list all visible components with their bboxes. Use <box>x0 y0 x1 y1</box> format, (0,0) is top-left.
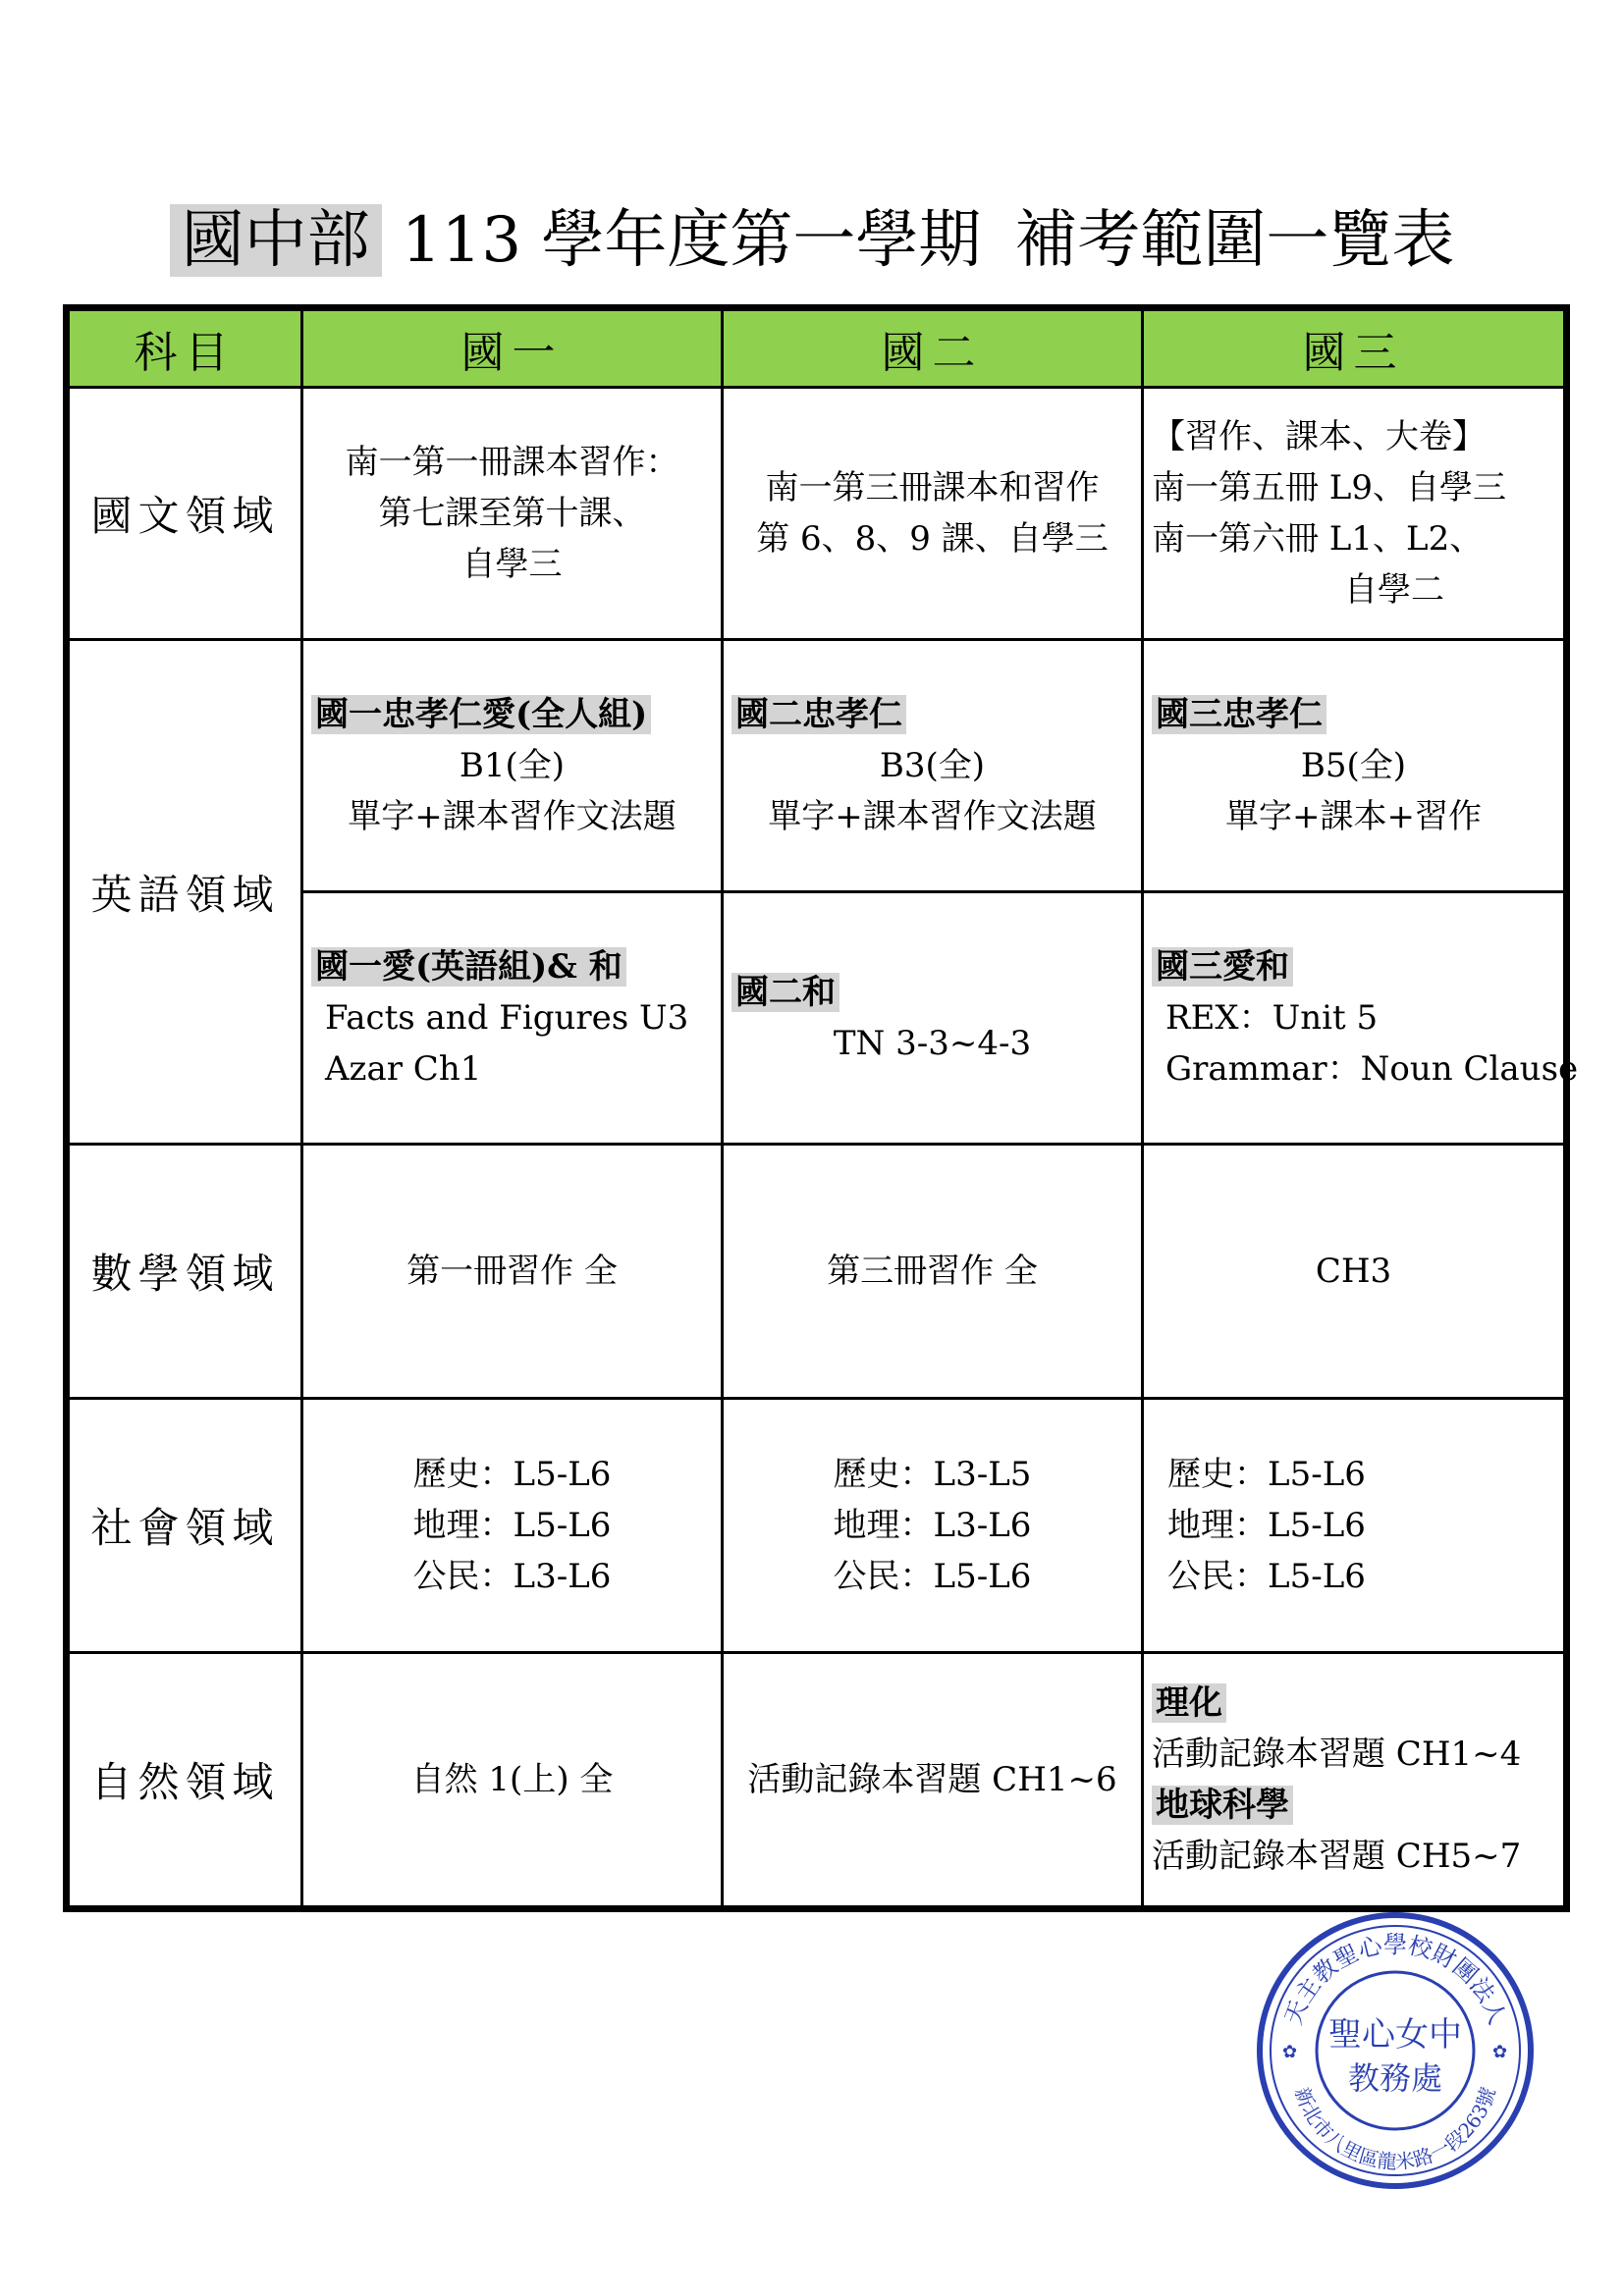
cell-line: 第七課至第十課、 <box>378 494 646 533</box>
chinese-grade-1 <box>302 388 723 640</box>
class-group-label: 理化 <box>1152 1678 1563 1729</box>
cell-line: 【習作、課本、大卷】 <box>1152 417 1486 456</box>
cell-line: 單字+課本習作文法題 <box>768 797 1097 836</box>
title-highlight: 國中部 <box>170 204 382 277</box>
cell-line: 地理：L5-L6 <box>412 1506 612 1545</box>
class-group-label: 國三愛和 <box>1152 941 1563 992</box>
english-r1-grade-2 <box>723 640 1143 892</box>
math-grade-1: 第一冊習作 全 <box>302 1145 723 1399</box>
science-grade-1: 自然 1(上) 全 <box>302 1653 723 1907</box>
subject-chinese: 國文領域 <box>69 388 302 640</box>
page-title <box>0 196 1624 285</box>
class-group-label: 地球科學 <box>1152 1780 1563 1831</box>
cell-line: 第 6、8、9 課、自學三 <box>756 519 1109 559</box>
cell-line: 自學三 <box>461 545 563 584</box>
english-r2-grade-1 <box>302 892 723 1145</box>
seal-flower-icon: ✿ <box>1282 2042 1298 2062</box>
subject-math: 數學領域 <box>69 1145 302 1399</box>
subject-science: 自然領域 <box>69 1653 302 1907</box>
cell-line: 單字+課本+習作 <box>1225 797 1482 836</box>
class-group-label: 國一忠孝仁愛(全人組) <box>303 689 721 740</box>
cell-line: 地理：L3-L6 <box>833 1506 1032 1545</box>
cell-line: 單字+課本習作文法題 <box>348 797 677 836</box>
cell-line: 自學二 <box>1344 570 1444 610</box>
social-grade-1 <box>302 1399 723 1653</box>
cell-line: 活動記錄本習題 CH5~7 <box>1152 1837 1522 1876</box>
cell-line: 活動記錄本習題 CH1~4 <box>1152 1735 1522 1774</box>
science-grade-3 <box>1143 1653 1565 1907</box>
social-grade-3 <box>1143 1399 1565 1653</box>
math-grade-3: CH3 <box>1143 1145 1565 1399</box>
header-subject: 科目 <box>69 310 302 388</box>
header-grade-3: 國三 <box>1143 310 1565 388</box>
school-seal-stamp <box>1253 1908 1538 2193</box>
exam-range-table <box>67 308 1579 1908</box>
cell-line: Grammar：Noun Clause <box>1165 1049 1579 1089</box>
cell-line: Facts and Figures U3 <box>325 998 689 1038</box>
cell-line: B1(全) <box>459 746 566 785</box>
table-row-social <box>69 1399 1565 1653</box>
chinese-grade-3 <box>1143 388 1565 640</box>
table-row-chinese <box>69 388 1565 640</box>
table-row-science <box>69 1653 1565 1907</box>
class-group-label: 國一愛(英語組)& 和 <box>311 941 721 992</box>
title-tail: 補考範圍一覽表 <box>1014 204 1455 277</box>
cell-line: REX：Unit 5 <box>1165 998 1379 1038</box>
seal-center-bottom: 教務處 <box>1347 2059 1443 2097</box>
header-grade-2: 國二 <box>723 310 1143 388</box>
cell-line: 南一第一冊課本習作： <box>345 443 679 482</box>
english-r1-grade-3 <box>1143 640 1565 892</box>
seal-outer-text: 天主教聖心學校財團法人 <box>1278 1931 1512 2029</box>
cell-line: 南一第三冊課本和習作 <box>765 468 1100 507</box>
cell-line: 歷史：L5-L6 <box>1167 1455 1366 1494</box>
cell-line: 公民：L3-L6 <box>412 1557 612 1596</box>
chinese-grade-2 <box>723 388 1143 640</box>
cell-line: 歷史：L5-L6 <box>412 1455 612 1494</box>
cell-line: B5(全) <box>1300 746 1407 785</box>
header-grade-1: 國一 <box>302 310 723 388</box>
seal-flower-icon: ✿ <box>1492 2042 1508 2062</box>
class-group-label: 國二和 <box>724 967 1141 1018</box>
english-r1-grade-1 <box>302 640 723 892</box>
table-row-math <box>69 1145 1565 1399</box>
cell-line: 地理：L5-L6 <box>1167 1506 1366 1545</box>
subject-english: 英語領域 <box>69 640 302 1145</box>
title-main: 113 學年度第一學期 <box>401 204 982 277</box>
cell-line: TN 3-3~4-3 <box>833 1024 1032 1063</box>
class-group-label: 國三忠孝仁 <box>1144 689 1563 740</box>
subject-social: 社會領域 <box>69 1399 302 1653</box>
class-group-label: 國二忠孝仁 <box>724 689 1141 740</box>
seal-center-top: 聖心女中 <box>1328 2015 1462 2055</box>
header-row <box>69 310 1565 388</box>
cell-line: 公民：L5-L6 <box>833 1557 1032 1596</box>
cell-line: Azar Ch1 <box>325 1049 482 1089</box>
social-grade-2 <box>723 1399 1143 1653</box>
cell-line: 公民：L5-L6 <box>1167 1557 1366 1596</box>
seal-address-text: 新北市八里區龍米路一段263號 <box>1289 2084 1501 2174</box>
cell-line: 南一第五冊 L9、自學三 <box>1152 468 1507 507</box>
math-grade-2: 第三冊習作 全 <box>723 1145 1143 1399</box>
science-grade-2: 活動記錄本習題 CH1~6 <box>723 1653 1143 1907</box>
english-r2-grade-3 <box>1143 892 1579 1145</box>
english-r2-grade-2 <box>723 892 1143 1145</box>
table-row-english-1 <box>69 640 1565 892</box>
cell-line: B3(全) <box>879 746 986 785</box>
cell-line: 南一第六冊 L1、L2、 <box>1152 519 1484 559</box>
cell-line: 歷史：L3-L5 <box>833 1455 1032 1494</box>
